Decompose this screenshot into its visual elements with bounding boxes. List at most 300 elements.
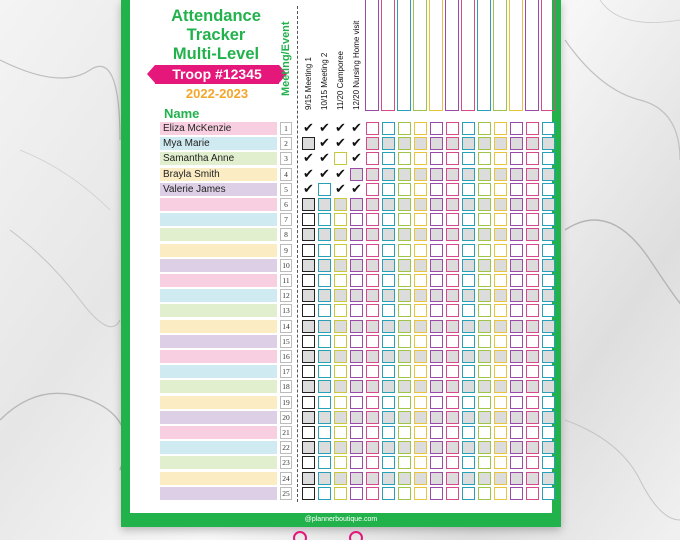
attendance-checkbox[interactable] <box>462 411 475 424</box>
student-name-row[interactable] <box>160 289 277 302</box>
attendance-checkbox[interactable] <box>302 472 315 485</box>
attendance-checkbox[interactable] <box>446 168 459 181</box>
attendance-checkbox[interactable] <box>350 365 363 378</box>
attendance-checkbox[interactable] <box>350 411 363 424</box>
attendance-checkbox[interactable] <box>398 350 411 363</box>
attendance-checkbox[interactable] <box>510 274 523 287</box>
attendance-checkbox[interactable] <box>478 396 491 409</box>
attendance-checkbox[interactable] <box>542 304 555 317</box>
attendance-checkbox[interactable] <box>318 335 331 348</box>
attendance-checkbox[interactable] <box>462 487 475 500</box>
attendance-checkbox[interactable] <box>446 396 459 409</box>
attendance-checkbox[interactable] <box>542 380 555 393</box>
attendance-checkbox[interactable] <box>318 426 331 439</box>
attendance-checkbox[interactable] <box>398 456 411 469</box>
attendance-checkbox[interactable] <box>542 183 555 196</box>
attendance-checkbox[interactable] <box>350 198 363 211</box>
attendance-checkbox[interactable] <box>350 320 363 333</box>
attendance-checkbox[interactable] <box>334 365 347 378</box>
attendance-checkbox[interactable] <box>318 350 331 363</box>
attendance-checkbox[interactable] <box>398 289 411 302</box>
event-header-blank-box[interactable] <box>445 0 459 111</box>
attendance-checkbox[interactable] <box>478 213 491 226</box>
attendance-checkbox[interactable] <box>382 380 395 393</box>
attendance-checkbox[interactable] <box>366 228 379 241</box>
attendance-checkbox[interactable] <box>430 487 443 500</box>
student-name-row[interactable] <box>160 441 277 454</box>
attendance-checkbox[interactable] <box>382 456 395 469</box>
attendance-checkbox[interactable] <box>542 168 555 181</box>
attendance-checkbox[interactable] <box>414 456 427 469</box>
attendance-checkbox[interactable] <box>414 122 427 135</box>
attendance-checkbox[interactable] <box>350 350 363 363</box>
attendance-checkbox[interactable] <box>526 365 539 378</box>
attendance-checkbox[interactable] <box>542 320 555 333</box>
attendance-checkbox[interactable] <box>382 152 395 165</box>
student-name-row[interactable] <box>160 244 277 257</box>
attendance-checkbox[interactable] <box>510 441 523 454</box>
attendance-checkmark[interactable]: ✔ <box>319 151 330 167</box>
attendance-checkbox[interactable] <box>382 320 395 333</box>
attendance-checkbox[interactable] <box>526 152 539 165</box>
event-header-blank-box[interactable] <box>429 0 443 111</box>
student-name-row[interactable] <box>160 426 277 439</box>
student-name-row[interactable]: Valerie James <box>160 183 277 196</box>
attendance-checkbox[interactable] <box>334 289 347 302</box>
attendance-checkbox[interactable] <box>542 335 555 348</box>
attendance-checkbox[interactable] <box>510 365 523 378</box>
attendance-checkbox[interactable] <box>430 441 443 454</box>
attendance-checkmark[interactable]: ✔ <box>351 121 362 136</box>
attendance-checkbox[interactable] <box>414 213 427 226</box>
student-name-row[interactable]: Samantha Anne <box>160 152 277 165</box>
attendance-checkbox[interactable] <box>494 487 507 500</box>
attendance-checkbox[interactable] <box>398 304 411 317</box>
attendance-checkbox[interactable] <box>382 396 395 409</box>
event-header-blank-box[interactable] <box>413 0 427 111</box>
attendance-checkbox[interactable] <box>462 380 475 393</box>
student-name-row[interactable] <box>160 456 277 469</box>
attendance-checkbox[interactable] <box>526 274 539 287</box>
attendance-checkbox[interactable] <box>478 183 491 196</box>
student-name-row[interactable] <box>160 472 277 485</box>
attendance-checkbox[interactable] <box>414 183 427 196</box>
attendance-checkbox[interactable] <box>446 411 459 424</box>
student-name-row[interactable] <box>160 304 277 317</box>
attendance-checkbox[interactable] <box>494 198 507 211</box>
attendance-checkbox[interactable] <box>510 411 523 424</box>
attendance-checkbox[interactable] <box>478 304 491 317</box>
attendance-checkbox[interactable] <box>318 274 331 287</box>
attendance-checkbox[interactable] <box>510 228 523 241</box>
attendance-checkbox[interactable] <box>302 411 315 424</box>
attendance-checkbox[interactable] <box>302 137 315 150</box>
attendance-checkbox[interactable] <box>462 274 475 287</box>
attendance-checkbox[interactable] <box>382 198 395 211</box>
attendance-checkmark[interactable]: ✔ <box>319 136 330 152</box>
attendance-checkbox[interactable] <box>510 456 523 469</box>
attendance-checkbox[interactable] <box>510 137 523 150</box>
attendance-checkbox[interactable] <box>350 380 363 393</box>
attendance-checkbox[interactable] <box>302 350 315 363</box>
attendance-checkbox[interactable] <box>430 411 443 424</box>
attendance-checkbox[interactable] <box>542 441 555 454</box>
attendance-checkbox[interactable] <box>462 456 475 469</box>
student-name-row[interactable] <box>160 487 277 500</box>
attendance-checkbox[interactable] <box>382 411 395 424</box>
student-name-row[interactable] <box>160 228 277 241</box>
attendance-checkbox[interactable] <box>366 304 379 317</box>
attendance-checkbox[interactable] <box>526 472 539 485</box>
attendance-checkbox[interactable] <box>462 137 475 150</box>
attendance-checkbox[interactable] <box>382 289 395 302</box>
attendance-checkbox[interactable] <box>542 396 555 409</box>
attendance-checkbox[interactable] <box>414 411 427 424</box>
attendance-checkbox[interactable] <box>382 213 395 226</box>
attendance-checkbox[interactable] <box>430 274 443 287</box>
attendance-checkbox[interactable] <box>526 168 539 181</box>
attendance-checkbox[interactable] <box>366 168 379 181</box>
attendance-checkbox[interactable] <box>398 137 411 150</box>
attendance-checkbox[interactable] <box>478 289 491 302</box>
attendance-checkbox[interactable] <box>478 456 491 469</box>
attendance-checkbox[interactable] <box>302 259 315 272</box>
attendance-checkbox[interactable] <box>350 441 363 454</box>
attendance-checkbox[interactable] <box>446 289 459 302</box>
attendance-checkbox[interactable] <box>398 380 411 393</box>
attendance-checkbox[interactable] <box>382 365 395 378</box>
attendance-checkbox[interactable] <box>446 183 459 196</box>
event-header-blank-box[interactable] <box>397 0 411 111</box>
attendance-checkbox[interactable] <box>334 259 347 272</box>
attendance-checkbox[interactable] <box>510 472 523 485</box>
attendance-checkbox[interactable] <box>494 396 507 409</box>
attendance-checkbox[interactable] <box>542 350 555 363</box>
attendance-checkbox[interactable] <box>414 274 427 287</box>
attendance-checkbox[interactable] <box>430 289 443 302</box>
attendance-checkbox[interactable] <box>494 304 507 317</box>
attendance-checkbox[interactable] <box>430 426 443 439</box>
attendance-checkbox[interactable] <box>478 365 491 378</box>
attendance-checkbox[interactable] <box>494 441 507 454</box>
attendance-checkbox[interactable] <box>526 456 539 469</box>
attendance-checkbox[interactable] <box>478 152 491 165</box>
attendance-checkbox[interactable] <box>526 320 539 333</box>
attendance-checkbox[interactable] <box>526 137 539 150</box>
attendance-checkbox[interactable] <box>366 396 379 409</box>
attendance-checkbox[interactable] <box>366 365 379 378</box>
attendance-checkbox[interactable] <box>350 426 363 439</box>
attendance-checkbox[interactable] <box>302 304 315 317</box>
attendance-checkmark[interactable]: ✔ <box>319 121 330 136</box>
attendance-checkbox[interactable] <box>494 380 507 393</box>
attendance-checkbox[interactable] <box>430 152 443 165</box>
attendance-checkbox[interactable] <box>510 304 523 317</box>
attendance-checkbox[interactable] <box>510 289 523 302</box>
attendance-checkbox[interactable] <box>318 198 331 211</box>
attendance-checkbox[interactable] <box>318 380 331 393</box>
attendance-checkbox[interactable] <box>318 289 331 302</box>
attendance-checkbox[interactable] <box>414 137 427 150</box>
attendance-checkbox[interactable] <box>414 472 427 485</box>
attendance-checkbox[interactable] <box>414 396 427 409</box>
attendance-checkbox[interactable] <box>494 244 507 257</box>
attendance-checkbox[interactable] <box>446 426 459 439</box>
attendance-checkbox[interactable] <box>462 320 475 333</box>
attendance-checkbox[interactable] <box>398 365 411 378</box>
attendance-checkbox[interactable] <box>302 320 315 333</box>
attendance-checkmark[interactable]: ✔ <box>303 181 314 197</box>
attendance-checkbox[interactable] <box>398 335 411 348</box>
attendance-checkbox[interactable] <box>494 152 507 165</box>
attendance-checkbox[interactable] <box>350 335 363 348</box>
attendance-checkbox[interactable] <box>398 487 411 500</box>
student-name-row[interactable] <box>160 335 277 348</box>
attendance-checkbox[interactable] <box>462 244 475 257</box>
attendance-checkbox[interactable] <box>366 122 379 135</box>
attendance-checkbox[interactable] <box>334 274 347 287</box>
event-header-blank-box[interactable] <box>493 0 507 111</box>
attendance-checkbox[interactable] <box>430 259 443 272</box>
student-name-row[interactable] <box>160 411 277 424</box>
attendance-checkbox[interactable] <box>446 335 459 348</box>
attendance-checkbox[interactable] <box>478 426 491 439</box>
student-name-row[interactable] <box>160 320 277 333</box>
attendance-checkbox[interactable] <box>462 228 475 241</box>
attendance-checkbox[interactable] <box>334 350 347 363</box>
attendance-checkbox[interactable] <box>526 335 539 348</box>
attendance-checkbox[interactable] <box>366 244 379 257</box>
attendance-checkbox[interactable] <box>302 456 315 469</box>
attendance-checkbox[interactable] <box>478 228 491 241</box>
attendance-checkbox[interactable] <box>446 137 459 150</box>
student-name-row[interactable] <box>160 259 277 272</box>
attendance-checkbox[interactable] <box>334 456 347 469</box>
attendance-checkbox[interactable] <box>414 441 427 454</box>
attendance-checkbox[interactable] <box>478 122 491 135</box>
attendance-checkbox[interactable] <box>334 411 347 424</box>
attendance-checkbox[interactable] <box>542 137 555 150</box>
attendance-checkbox[interactable] <box>510 122 523 135</box>
attendance-checkbox[interactable] <box>446 350 459 363</box>
attendance-checkbox[interactable] <box>542 152 555 165</box>
attendance-checkbox[interactable] <box>510 244 523 257</box>
attendance-checkbox[interactable] <box>334 320 347 333</box>
attendance-checkbox[interactable] <box>542 244 555 257</box>
attendance-checkbox[interactable] <box>414 426 427 439</box>
attendance-checkmark[interactable]: ✔ <box>335 121 346 136</box>
attendance-checkbox[interactable] <box>478 487 491 500</box>
attendance-checkbox[interactable] <box>526 122 539 135</box>
attendance-checkbox[interactable] <box>446 122 459 135</box>
attendance-checkbox[interactable] <box>334 426 347 439</box>
attendance-checkbox[interactable] <box>526 213 539 226</box>
attendance-checkbox[interactable] <box>526 380 539 393</box>
attendance-checkbox[interactable] <box>302 244 315 257</box>
attendance-checkbox[interactable] <box>334 244 347 257</box>
attendance-checkbox[interactable] <box>446 487 459 500</box>
attendance-checkbox[interactable] <box>430 122 443 135</box>
attendance-checkbox[interactable] <box>478 137 491 150</box>
attendance-checkbox[interactable] <box>478 472 491 485</box>
attendance-checkbox[interactable] <box>462 198 475 211</box>
attendance-checkbox[interactable] <box>414 320 427 333</box>
attendance-checkbox[interactable] <box>430 168 443 181</box>
attendance-checkbox[interactable] <box>494 168 507 181</box>
attendance-checkbox[interactable] <box>430 456 443 469</box>
student-name-row[interactable]: Mya Marie <box>160 137 277 150</box>
attendance-checkbox[interactable] <box>334 198 347 211</box>
attendance-checkbox[interactable] <box>398 183 411 196</box>
attendance-checkbox[interactable] <box>494 259 507 272</box>
attendance-checkbox[interactable] <box>494 365 507 378</box>
attendance-checkbox[interactable] <box>430 183 443 196</box>
attendance-checkbox[interactable] <box>366 213 379 226</box>
student-name-row[interactable]: Brayla Smith <box>160 168 277 181</box>
event-header-blank-box[interactable] <box>477 0 491 111</box>
attendance-checkbox[interactable] <box>526 426 539 439</box>
attendance-checkbox[interactable] <box>414 259 427 272</box>
attendance-checkbox[interactable] <box>494 426 507 439</box>
attendance-checkmark[interactable]: ✔ <box>335 166 346 182</box>
attendance-checkbox[interactable] <box>398 472 411 485</box>
attendance-checkbox[interactable] <box>430 380 443 393</box>
attendance-checkbox[interactable] <box>350 259 363 272</box>
attendance-checkbox[interactable] <box>366 411 379 424</box>
attendance-checkbox[interactable] <box>446 244 459 257</box>
attendance-checkbox[interactable] <box>446 456 459 469</box>
attendance-checkbox[interactable] <box>382 122 395 135</box>
attendance-checkbox[interactable] <box>334 228 347 241</box>
attendance-checkbox[interactable] <box>478 380 491 393</box>
attendance-checkbox[interactable] <box>526 304 539 317</box>
attendance-checkbox[interactable] <box>318 183 331 196</box>
attendance-checkbox[interactable] <box>350 228 363 241</box>
attendance-checkbox[interactable] <box>398 320 411 333</box>
attendance-checkbox[interactable] <box>350 396 363 409</box>
attendance-checkbox[interactable] <box>462 152 475 165</box>
attendance-checkbox[interactable] <box>510 380 523 393</box>
attendance-checkbox[interactable] <box>382 426 395 439</box>
attendance-checkbox[interactable] <box>350 456 363 469</box>
attendance-checkbox[interactable] <box>462 441 475 454</box>
attendance-checkbox[interactable] <box>366 441 379 454</box>
attendance-checkbox[interactable] <box>398 426 411 439</box>
attendance-checkbox[interactable] <box>398 441 411 454</box>
attendance-checkbox[interactable] <box>318 472 331 485</box>
attendance-checkbox[interactable] <box>542 365 555 378</box>
attendance-checkbox[interactable] <box>334 396 347 409</box>
attendance-checkbox[interactable] <box>478 168 491 181</box>
attendance-checkbox[interactable] <box>446 274 459 287</box>
attendance-checkbox[interactable] <box>478 335 491 348</box>
attendance-checkbox[interactable] <box>350 168 363 181</box>
attendance-checkbox[interactable] <box>462 350 475 363</box>
attendance-checkbox[interactable] <box>430 198 443 211</box>
attendance-checkbox[interactable] <box>446 441 459 454</box>
attendance-checkbox[interactable] <box>446 380 459 393</box>
attendance-checkbox[interactable] <box>478 244 491 257</box>
attendance-checkbox[interactable] <box>414 487 427 500</box>
attendance-checkbox[interactable] <box>334 152 347 165</box>
attendance-checkbox[interactable] <box>462 183 475 196</box>
attendance-checkbox[interactable] <box>398 168 411 181</box>
attendance-checkbox[interactable] <box>446 304 459 317</box>
attendance-checkbox[interactable] <box>350 304 363 317</box>
attendance-checkbox[interactable] <box>318 213 331 226</box>
attendance-checkbox[interactable] <box>366 320 379 333</box>
attendance-checkbox[interactable] <box>334 472 347 485</box>
attendance-checkbox[interactable] <box>462 472 475 485</box>
attendance-checkbox[interactable] <box>430 304 443 317</box>
attendance-checkbox[interactable] <box>414 380 427 393</box>
attendance-checkbox[interactable] <box>494 213 507 226</box>
attendance-checkbox[interactable] <box>382 228 395 241</box>
attendance-checkbox[interactable] <box>526 350 539 363</box>
attendance-checkbox[interactable] <box>478 320 491 333</box>
attendance-checkbox[interactable] <box>430 228 443 241</box>
attendance-checkbox[interactable] <box>446 152 459 165</box>
attendance-checkbox[interactable] <box>446 228 459 241</box>
attendance-checkbox[interactable] <box>334 335 347 348</box>
attendance-checkbox[interactable] <box>382 472 395 485</box>
attendance-checkbox[interactable] <box>494 122 507 135</box>
attendance-checkbox[interactable] <box>382 244 395 257</box>
attendance-checkbox[interactable] <box>366 152 379 165</box>
attendance-checkbox[interactable] <box>302 396 315 409</box>
attendance-checkbox[interactable] <box>366 183 379 196</box>
attendance-checkbox[interactable] <box>382 274 395 287</box>
attendance-checkbox[interactable] <box>510 426 523 439</box>
attendance-checkbox[interactable] <box>318 365 331 378</box>
attendance-checkmark[interactable]: ✔ <box>335 181 346 197</box>
attendance-checkbox[interactable] <box>398 411 411 424</box>
attendance-checkbox[interactable] <box>350 289 363 302</box>
attendance-checkbox[interactable] <box>510 320 523 333</box>
attendance-checkbox[interactable] <box>318 411 331 424</box>
attendance-checkbox[interactable] <box>462 289 475 302</box>
attendance-checkbox[interactable] <box>510 487 523 500</box>
attendance-checkbox[interactable] <box>382 168 395 181</box>
attendance-checkbox[interactable] <box>542 456 555 469</box>
attendance-checkbox[interactable] <box>302 335 315 348</box>
attendance-checkbox[interactable] <box>382 350 395 363</box>
attendance-checkbox[interactable] <box>414 168 427 181</box>
attendance-checkbox[interactable] <box>494 472 507 485</box>
student-name-row[interactable] <box>160 380 277 393</box>
attendance-checkbox[interactable] <box>414 152 427 165</box>
attendance-checkbox[interactable] <box>478 198 491 211</box>
attendance-checkbox[interactable] <box>542 198 555 211</box>
attendance-checkbox[interactable] <box>398 213 411 226</box>
attendance-checkbox[interactable] <box>542 213 555 226</box>
attendance-checkbox[interactable] <box>510 335 523 348</box>
attendance-checkbox[interactable] <box>318 244 331 257</box>
attendance-checkbox[interactable] <box>302 274 315 287</box>
attendance-checkbox[interactable] <box>302 228 315 241</box>
attendance-checkbox[interactable] <box>350 274 363 287</box>
attendance-checkbox[interactable] <box>526 244 539 257</box>
attendance-checkbox[interactable] <box>366 274 379 287</box>
attendance-checkbox[interactable] <box>526 441 539 454</box>
attendance-checkbox[interactable] <box>302 487 315 500</box>
attendance-checkbox[interactable] <box>462 335 475 348</box>
attendance-checkbox[interactable] <box>510 168 523 181</box>
attendance-checkbox[interactable] <box>366 472 379 485</box>
attendance-checkbox[interactable] <box>430 365 443 378</box>
attendance-checkbox[interactable] <box>446 259 459 272</box>
attendance-checkmark[interactable]: ✔ <box>303 166 314 182</box>
